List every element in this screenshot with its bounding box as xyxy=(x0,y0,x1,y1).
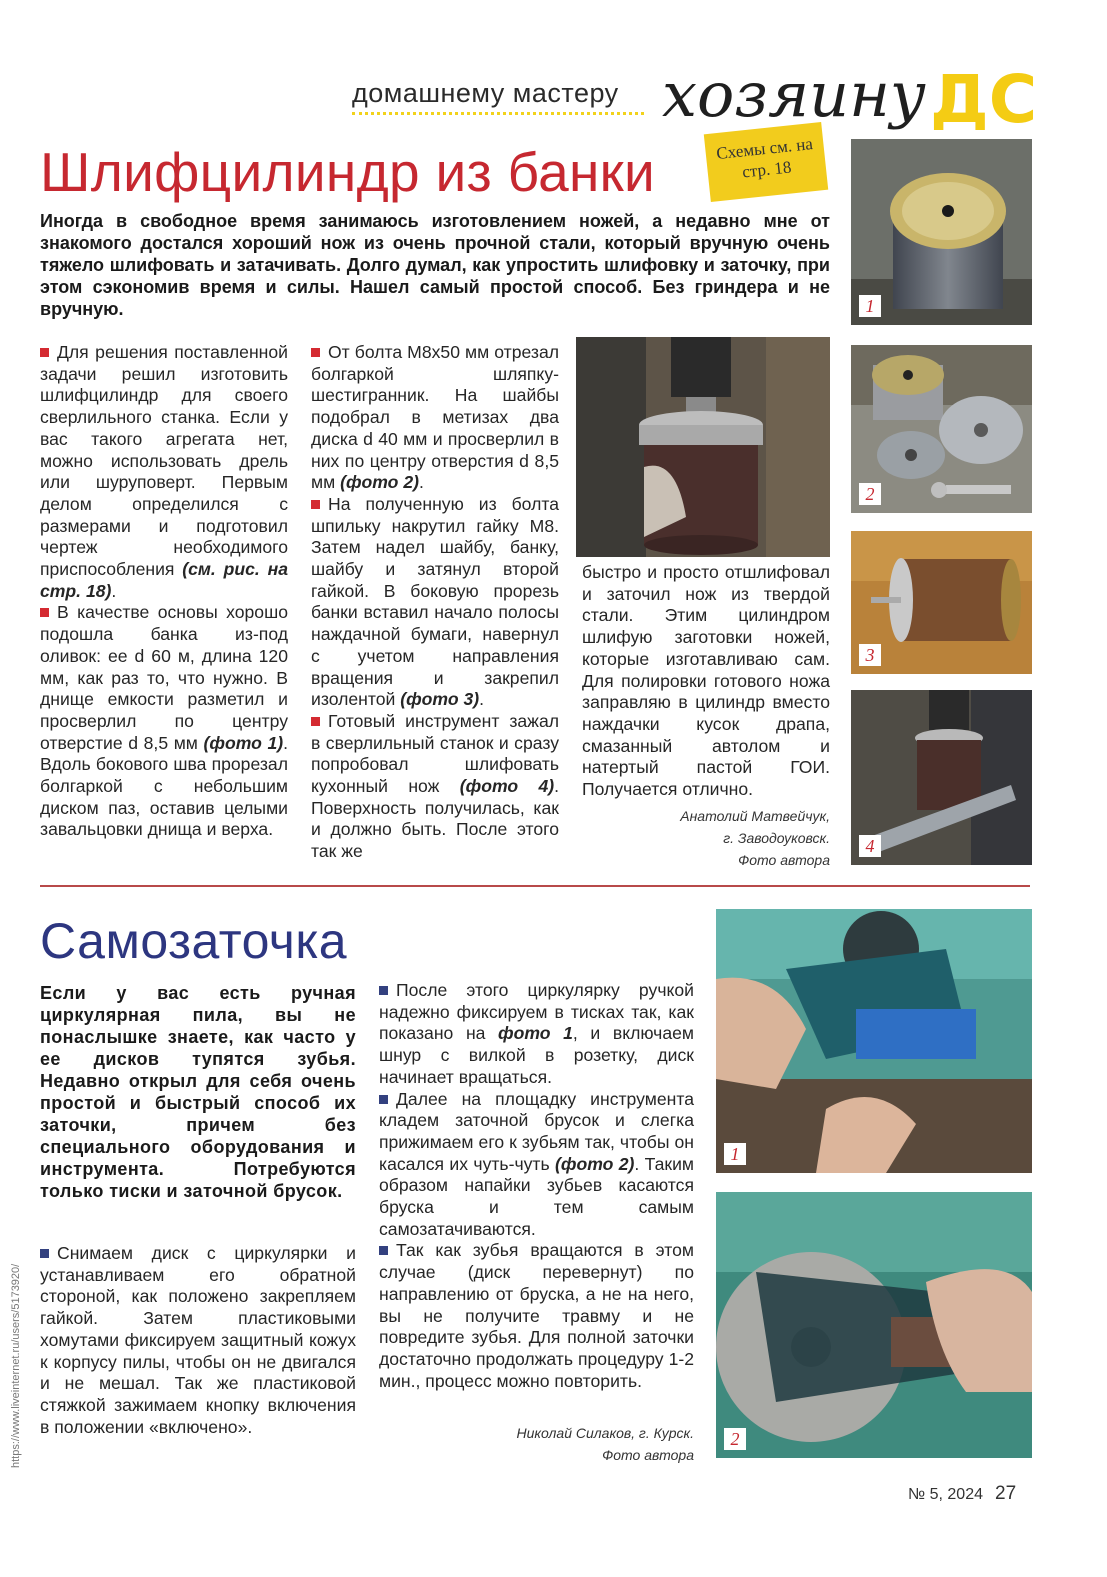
article1-lead: Иногда в свободное время занимаюсь изготовлением ножей, а недавно мне от знакомого достался хороший нож из очень прочной стали, который вручную очень тяжело шлифовать и затачивать. Долго думал, как упростить шлифовку и заточку, при этом сэкономив время и силы. Нашел самый простой способ. Без гриндера и не вручную. xyxy=(40,211,830,319)
author-name: Анатолий Матвейчук, xyxy=(680,808,830,824)
photo-number: 4 xyxy=(859,835,881,857)
bullet-square-icon xyxy=(40,348,49,357)
drill-photo xyxy=(576,337,830,557)
paragraph: Снимаем диск с циркулярки и устанавливаем его обратной стороной, как положено закрепляем гайкой. Затем пластиковыми хомутами фиксируем защитный кожух к корпусу пилы, чтобы он не двигался и не мешал. Так же пластиковой стяжкой зажимаем кнопку включения в положении «включено». xyxy=(40,1243,356,1437)
saw-in-vise-image xyxy=(716,909,1032,1173)
author-name: Николай Силаков, г. Курск. xyxy=(516,1425,694,1441)
page-number: 27 xyxy=(995,1483,1017,1504)
photo-credit: Фото автора xyxy=(602,1447,694,1463)
photo-reference: (фото 2) xyxy=(340,472,419,493)
issue-number: № 5, 2024 xyxy=(908,1486,983,1503)
bullet-square-icon xyxy=(379,1095,388,1104)
side-url-text: https://www.liveinternet.ru/users/5173920/ xyxy=(10,1263,22,1468)
paragraph: После этого циркулярку ручкой надежно фиксируем в тисках так, как показано на фото 1, и включаем шнур с вилкой в розетку, диск начинает вращаться. xyxy=(379,980,694,1087)
photo-reference: (фото 2) xyxy=(555,1153,635,1174)
photo-3 xyxy=(851,531,1032,674)
side-url xyxy=(10,1218,28,1468)
article2-column-1 xyxy=(40,1243,356,1438)
article1-title: Шлифцилиндр из банки xyxy=(40,141,656,203)
bullet-square-icon xyxy=(311,717,320,726)
bullet-square-icon xyxy=(311,348,320,357)
bullet-square-icon xyxy=(40,1249,49,1258)
photo-reference: (фото 4) xyxy=(459,776,555,797)
drill-cylinder-image xyxy=(576,337,830,557)
figure-reference: (см. рис. на стр. 18) xyxy=(40,559,288,601)
photo-reference: фото 1 xyxy=(498,1023,573,1044)
saw-photo-2 xyxy=(716,1192,1032,1458)
magazine-logo xyxy=(928,66,1036,130)
bullet-square-icon xyxy=(311,500,320,509)
article2-column-2 xyxy=(379,980,694,1392)
rubric-title: хозяину xyxy=(662,58,926,131)
article2-lead: Если у вас есть ручная циркулярная пила, вы не понаслышке знаете, как часто у ее дисков тупятся зубья. Недавно открыл для себя очень простой и быстрый способ их заточки, причем без специального оборудования и инструмента. Потребуются только тиски и заточной брусок. xyxy=(40,983,356,1201)
logo-ds-icon xyxy=(928,66,1036,130)
section-divider xyxy=(40,885,1030,887)
bullet-square-icon xyxy=(379,1246,388,1255)
logo-text: ДС xyxy=(930,66,1036,130)
article1-column-1 xyxy=(40,342,288,841)
photo-4 xyxy=(851,690,1032,865)
bullet-square-icon xyxy=(40,608,49,617)
photo-number: 3 xyxy=(859,644,881,666)
photo-2 xyxy=(851,345,1032,513)
saw-photo-1 xyxy=(716,909,1032,1173)
paragraph: Для решения поставленной задачи решил изготовить шлифцилиндр для своего сверлильного станка. Если у вас такого агрегата нет, можно использовать дрель или шуруповерт. Первым делом определился с размерами и подготовил чертеж необходимого приспособления (см. рис. на стр. 18). xyxy=(40,342,288,601)
photo-number: 1 xyxy=(859,295,881,317)
page-footer xyxy=(908,1483,1016,1505)
article1-signature xyxy=(560,805,830,871)
author-city: г. Заводоуковск. xyxy=(723,830,830,846)
paragraph: На полученную из болта шпильку накрутил гайку М8. Затем надел шайбу, банку, шайбу и затянул второй гайкой. В боковую прорезь банки вставил начало полосы наждачной бумаги, навернул с учетом направления вращения и закрепил изолентой (фото 3). xyxy=(311,493,559,710)
sharpening-stone-image xyxy=(716,1192,1032,1458)
schemes-note: Схемы см. на стр. 18 xyxy=(704,122,828,202)
photo-reference: (фото 3) xyxy=(400,689,480,710)
paragraph: Так как зубья вращаются в этом случае (диск перевернут) по направлению от бруска, а не на него, вы не получите травму и не повредите зубья. Для полной заточки достаточно продолжать процедуру 1-2 мин., процесс можно повторить. xyxy=(379,1240,694,1391)
article1-column-2 xyxy=(311,342,559,863)
article2-title: Самозаточка xyxy=(40,913,348,969)
photo-number: 2 xyxy=(724,1428,746,1450)
rubric-subtitle: домашнему мастеру xyxy=(352,78,619,108)
paragraph: В качестве основы хорошо подошла банка из-под оливок: ее d 60 м, длина 120 мм, как раз то, что нужно. В днище емкости разметил и просверлил по центру отверстие d 8,5 мм (фото 1). Вдоль бокового шва прорезал болгаркой с небольшим диском паз, оставив целыми завальцовки днища и верха. xyxy=(40,602,288,840)
paragraph: Далее на площадку инструмента кладем заточной брусок и слегка прижимаем его к зубьям так, чтобы он касался их чуть-чуть (фото 2). Таким образом напайки зубьев касаются бруска и тем самым самозатачиваются. xyxy=(379,1088,694,1239)
article2-signature xyxy=(420,1422,694,1466)
bullet-square-icon xyxy=(379,986,388,995)
article1-column-3 xyxy=(582,562,830,801)
paragraph: Готовый инструмент зажал в сверлильный станок и сразу попробовал шлифовать кухонный нож (фото 4). Поверхность получилась, как и должно быть. После этого так же xyxy=(311,710,559,862)
photo-number: 1 xyxy=(724,1143,746,1165)
photo-reference: (фото 1) xyxy=(203,732,284,753)
photo-credit: Фото автора xyxy=(738,852,830,868)
photo-1 xyxy=(851,139,1032,325)
paragraph: быстро и просто отшлифовал и заточил нож из твердой стали. Этим цилиндром шлифую заготовки ножей, которые изготавливаю сам. Для полировки готового ножа заправляю в цилиндр вместо наждачки кусок драпа, смазанный автолом и натертый пастой ГОИ. Получается отлично. xyxy=(582,562,830,800)
paragraph: От болта М8х50 мм отрезал болгаркой шляпку-шестигранник. На шайбы подобрал в метизах два диска d 40 мм и просверлил в них по центру отверстия d 8,5 мм (фото 2). xyxy=(311,342,559,493)
photo-number: 2 xyxy=(859,483,881,505)
rubric-dotted-line xyxy=(352,112,644,115)
